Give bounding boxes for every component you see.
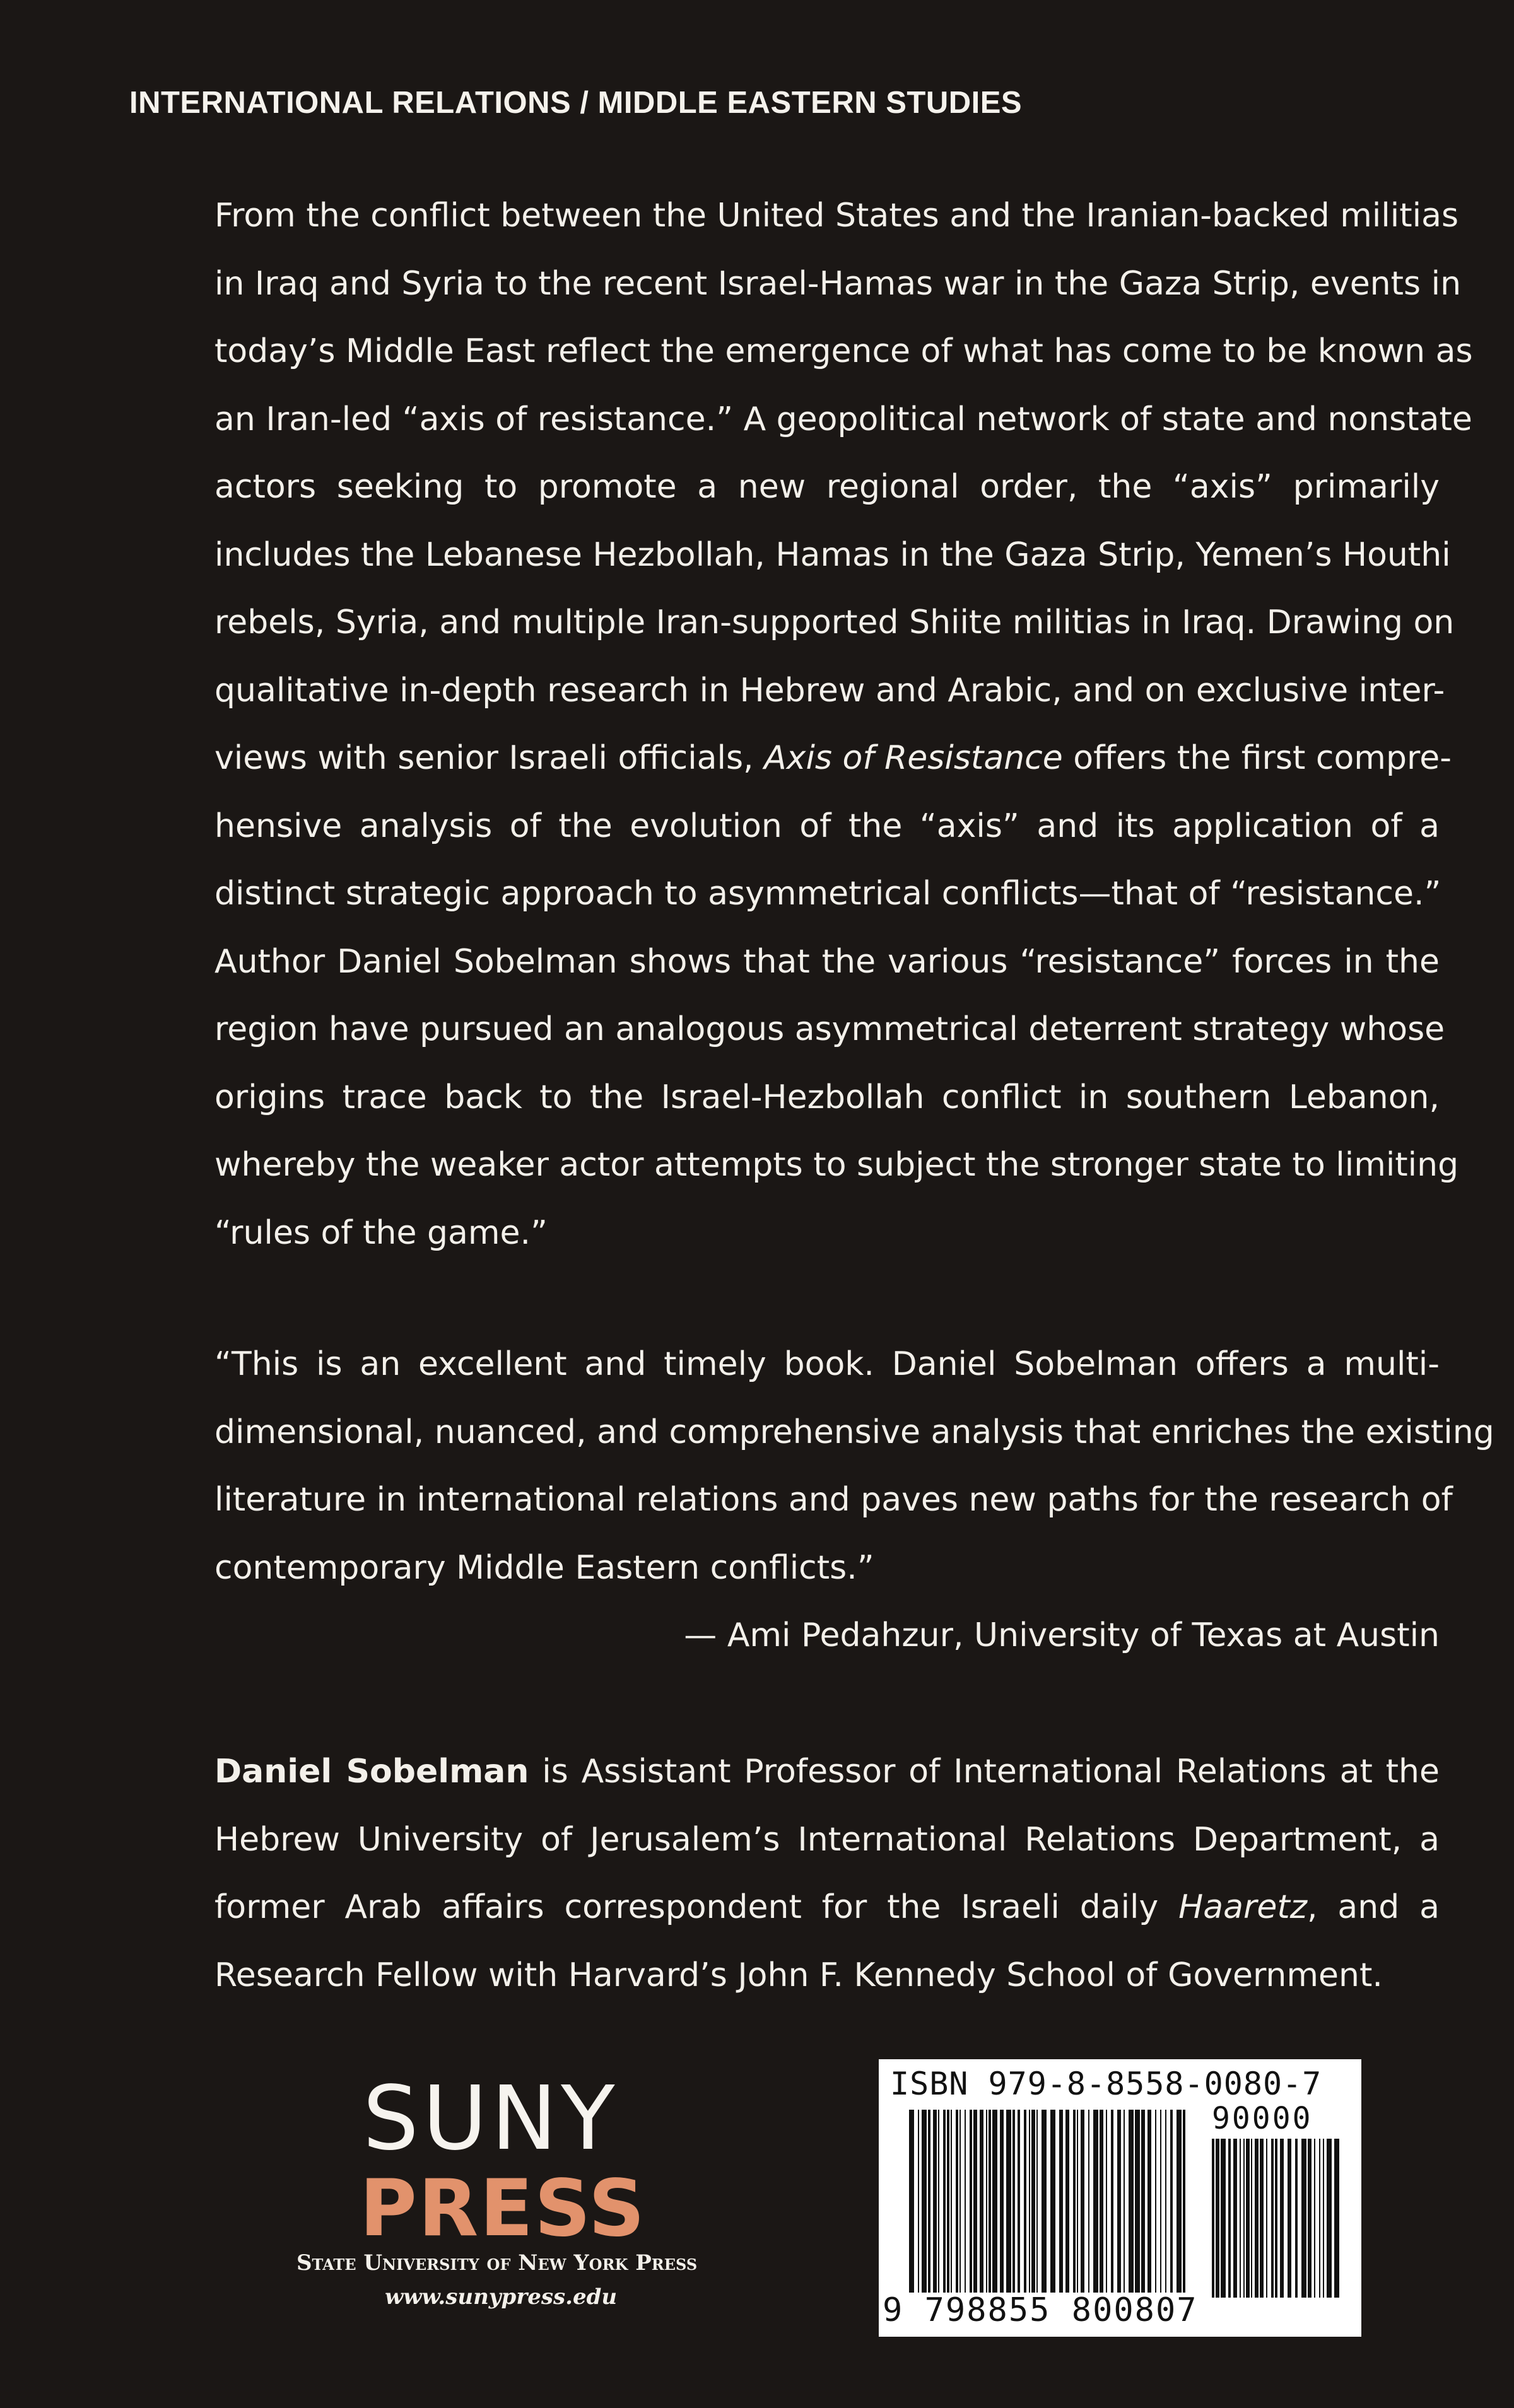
bio-line: Hebrew University of Jerusalem’s International Relations Department, a	[214, 1820, 1440, 1859]
barcode-bar	[1327, 2139, 1332, 2298]
description-line: hensive analysis of the evolution of the “axis” and its application of a	[214, 807, 1440, 845]
barcode-bar	[973, 2110, 977, 2293]
author-bio	[214, 1738, 1440, 2009]
barcode-bar	[980, 2110, 983, 2293]
price-code: 90000	[1212, 2101, 1313, 2136]
barcode-bar	[1216, 2139, 1219, 2298]
description-line: distinct strategic approach to asymmetrical conflicts—that of “resistance.”	[214, 875, 1441, 913]
barcode-bar	[1000, 2110, 1004, 2293]
barcode-bar	[922, 2110, 927, 2293]
bio-line	[214, 1874, 1440, 1942]
category-label: INTERNATIONAL RELATIONS / MIDDLE EASTERN STUDIES	[129, 86, 1023, 120]
barcode-bar	[951, 2110, 952, 2293]
barcode-bar	[1093, 2110, 1098, 2293]
barcode-bar	[970, 2110, 972, 2293]
barcode-bar	[1124, 2110, 1125, 2293]
barcode-bar	[1129, 2110, 1134, 2293]
quote-attribution: — Ami Pedahzur, University of Texas at Austin	[684, 1616, 1440, 1654]
quote-line: dimensional, nuanced, and comprehensive analysis that enriches the existing	[214, 1413, 1494, 1451]
barcode-bar	[1165, 2110, 1166, 2293]
bio-line	[214, 1738, 1440, 1806]
barcode-bar	[1059, 2110, 1063, 2293]
barcode-bars-addon	[1212, 2139, 1341, 2298]
barcode-bar	[1288, 2139, 1291, 2298]
barcode-bar	[1077, 2110, 1078, 2293]
barcode-bar	[1160, 2110, 1161, 2293]
barcode-bar	[938, 2110, 939, 2293]
description-line: today’s Middle East reflect the emergence of what has come to be known as	[214, 332, 1473, 370]
barcode-bar	[1117, 2110, 1121, 2293]
barcode-bar	[1243, 2139, 1245, 2298]
barcode-bar	[1183, 2110, 1185, 2293]
barcode-bar	[1255, 2139, 1259, 2298]
quote-line: “This is an excellent and timely book. Daniel Sobelman offers a multi-	[214, 1345, 1440, 1383]
barcode-bar	[1228, 2139, 1231, 2298]
barcode-bar	[965, 2110, 966, 2293]
newspaper-name: Haaretz	[1178, 1888, 1308, 1926]
description-line: actors seeking to promote a new regional order, the “axis” primarily	[214, 468, 1440, 506]
barcode-bar	[992, 2110, 997, 2293]
barcode-bar	[1319, 2139, 1320, 2298]
description-line: region have pursued an analogous asymmetrical deterrent strategy whose	[214, 1010, 1445, 1048]
barcode-bar	[1106, 2110, 1107, 2293]
barcode-digits: 9 798855 800807	[883, 2291, 1198, 2329]
barcode-bar	[1177, 2110, 1182, 2293]
isbn-barcode	[879, 2059, 1361, 2337]
barcode-bar	[1275, 2139, 1277, 2298]
barcode-bar	[1018, 2110, 1020, 2293]
bio-line-tail: is Assistant Professor of International Relations at the	[529, 1753, 1440, 1791]
barcode-bar	[1212, 2139, 1214, 2298]
barcode-bar	[1111, 2110, 1113, 2293]
description-line: From the conflict between the United States and the Iranian-backed militias	[214, 197, 1459, 235]
book-title: Axis of Resistance	[764, 739, 1063, 777]
barcode-bar	[1221, 2139, 1226, 2298]
barcode-bar	[918, 2110, 919, 2293]
barcode-bar	[959, 2110, 961, 2293]
barcode-bar	[1135, 2110, 1140, 2293]
description-line: Author Daniel Sobelman shows that the various “resistance” forces in the	[214, 942, 1440, 981]
barcode-bar	[1100, 2110, 1103, 2293]
barcode-bar	[1029, 2110, 1030, 2293]
description-line-head: views with senior Israeli officials,	[214, 739, 765, 777]
barcode-bar	[1088, 2110, 1089, 2293]
barcode-bar	[1006, 2110, 1011, 2293]
barcode-bar	[928, 2110, 930, 2293]
barcode-bar	[1170, 2110, 1173, 2293]
description-line: rebels, Syria, and multiple Iran-supported Shiite militias in Iraq. Drawing on	[214, 604, 1455, 641]
description-line: qualitative in-depth research in Hebrew and Arabic, and on exclusive inter-	[214, 671, 1445, 710]
author-name: Daniel Sobelman	[214, 1753, 529, 1791]
barcode-bar	[989, 2110, 991, 2293]
barcode-bar	[1050, 2110, 1055, 2293]
barcode-bar	[1024, 2110, 1026, 2293]
barcode-bar	[1280, 2139, 1284, 2298]
barcode-bar	[1155, 2110, 1156, 2293]
barcode-bar	[1323, 2139, 1324, 2298]
barcode-bar	[1301, 2139, 1306, 2298]
barcode-bar	[1266, 2139, 1267, 2298]
bio-line-head: former Arab affairs correspondent for the Israeli daily	[214, 1888, 1179, 1926]
description-line: includes the Lebanese Hezbollah, Hamas in the Gaza Strip, Yemen’s Houthi	[214, 535, 1451, 574]
barcode-bar	[1141, 2110, 1145, 2293]
endorsement-quote	[214, 1331, 1494, 1670]
barcode-bar	[1065, 2110, 1069, 2293]
publisher-full-name: State University of New York Press	[296, 2250, 698, 2276]
barcode-bar	[933, 2110, 937, 2293]
barcode-bar	[1314, 2139, 1315, 2298]
barcode-bar	[956, 2110, 958, 2293]
logo-suny-text: SUNY	[363, 2067, 619, 2170]
bio-line-tail: , and a	[1307, 1888, 1440, 1926]
description-line: an Iran-led “axis of resistance.” A geopolitical network of state and nonstate	[214, 400, 1472, 438]
barcode-bar	[1012, 2110, 1015, 2293]
barcode-bar	[1246, 2139, 1250, 2298]
barcode-bar	[1081, 2110, 1084, 2293]
quote-line: literature in international relations and paves new paths for the research of	[214, 1481, 1453, 1519]
barcode-bar	[1073, 2110, 1076, 2293]
barcode-bar	[1042, 2110, 1047, 2293]
barcode-bar	[1295, 2139, 1298, 2298]
barcode-bar	[1036, 2110, 1038, 2293]
publisher-url: www.sunypress.edu	[385, 2284, 618, 2310]
barcode-bar	[1308, 2139, 1312, 2298]
logo-press-text: PRESS	[360, 2163, 647, 2254]
barcode-bar	[1251, 2139, 1252, 2298]
barcode-bar	[1334, 2139, 1339, 2298]
book-description	[214, 182, 1473, 1267]
barcode-bar	[943, 2110, 946, 2293]
barcode-bar	[1240, 2139, 1241, 2298]
barcode-bar	[1271, 2139, 1274, 2298]
quote-line: contemporary Middle Eastern conflicts.”	[214, 1548, 874, 1587]
description-line-tail: offers the first compre-	[1062, 739, 1452, 777]
bio-line: Research Fellow with Harvard’s John F. Kennedy School of Government.	[214, 1956, 1383, 1994]
description-line: whereby the weaker actor attempts to subject the stronger state to limiting	[214, 1146, 1459, 1184]
barcode-bar	[1147, 2110, 1151, 2293]
barcode-bar	[909, 2110, 914, 2293]
barcode-bar	[1031, 2110, 1035, 2293]
barcode-bar	[1233, 2139, 1237, 2298]
barcode-bar	[986, 2110, 987, 2293]
description-line: “rules of the game.”	[214, 1213, 548, 1252]
description-line	[214, 725, 1452, 793]
isbn-label: ISBN 979-8-8558-0080-7	[890, 2066, 1322, 2102]
barcode-bars-main	[909, 2110, 1187, 2293]
barcode-bar	[947, 2110, 949, 2293]
description-line: origins trace back to the Israel-Hezbollah conflict in southern Lebanon,	[214, 1078, 1440, 1116]
barcode-bar	[1260, 2139, 1264, 2298]
description-line: in Iraq and Syria to the recent Israel-Hamas war in the Gaza Strip, events in	[214, 264, 1462, 303]
